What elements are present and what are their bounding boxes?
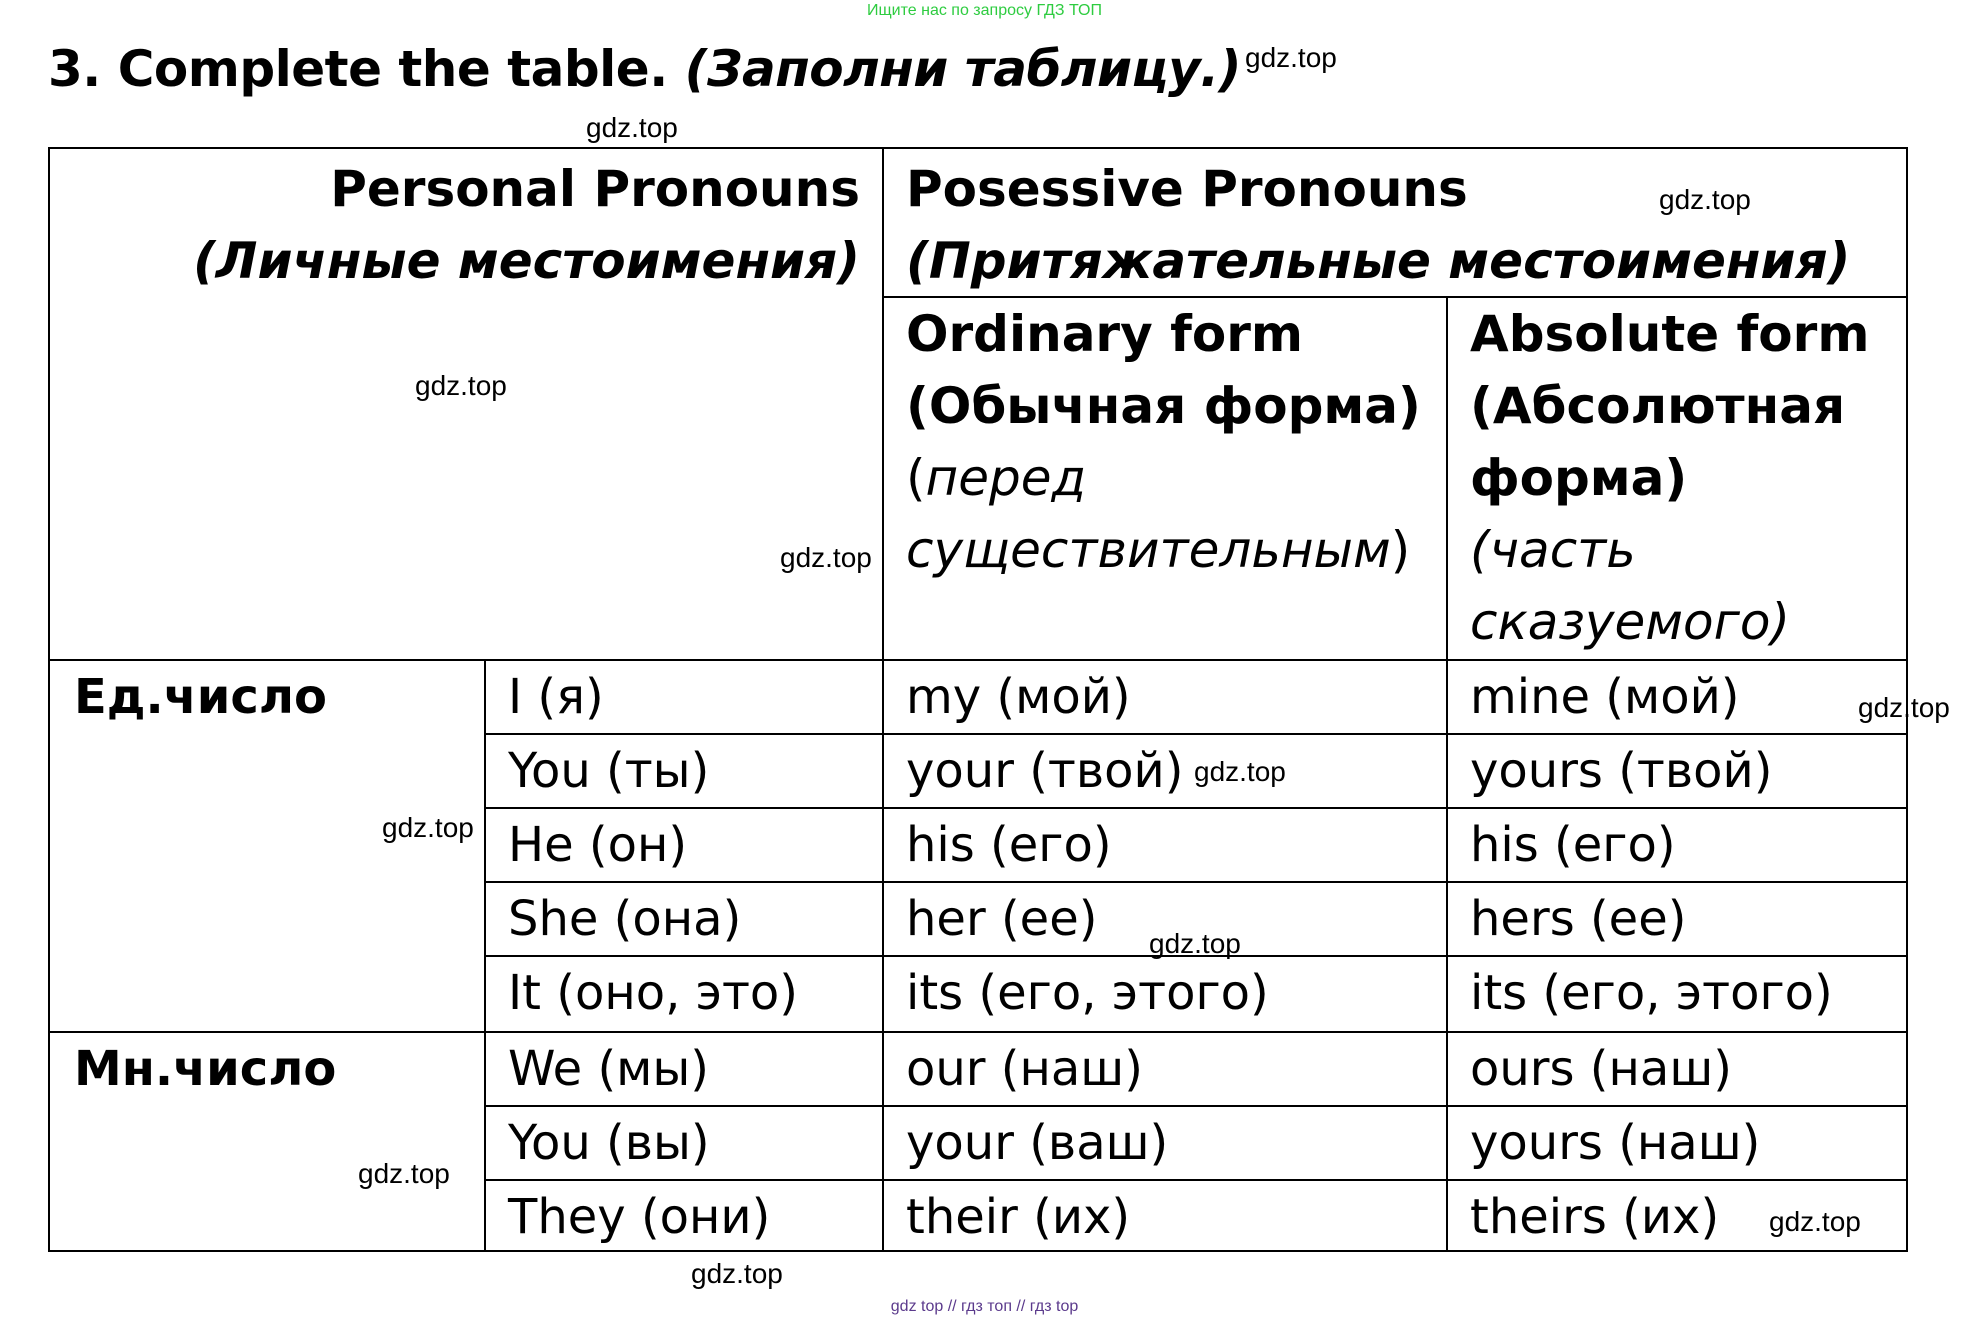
watermark: gdz.top <box>691 1258 783 1289</box>
ordinary-form-cell: your (твой) <box>906 743 1184 799</box>
ordinary-form-cell: their (их) <box>906 1189 1131 1245</box>
personal-pronoun-cell: We (мы) <box>508 1041 709 1097</box>
absolute-form-title: Absolute form <box>1470 305 1870 363</box>
ordinary-form-cell: your (ваш) <box>906 1115 1169 1171</box>
exercise-title <box>48 40 1241 98</box>
footer-watermark: gdz top // гдз топ // гдз top <box>890 1298 1079 1315</box>
personal-pronoun-cell: He (он) <box>508 817 688 873</box>
watermark: gdz.top <box>358 1158 450 1189</box>
pronouns-table <box>48 147 1908 1252</box>
absolute-form-cell: mine (мой) <box>1470 669 1740 725</box>
ordinary-form-title-ru: (Обычная форма) <box>906 377 1421 435</box>
absolute-form-cell: his (его) <box>1470 817 1676 873</box>
absolute-form-cell: theirs (их) <box>1470 1189 1720 1245</box>
absolute-form-cell: yours (твой) <box>1470 743 1773 799</box>
ordinary-form-header <box>884 298 1446 586</box>
personal-pronoun-cell: I (я) <box>508 669 604 725</box>
ordinary-form-cell: our (наш) <box>906 1041 1143 1097</box>
absolute-form-cell: hers (ее) <box>1470 891 1687 947</box>
ordinary-form-note-1: перед <box>925 449 1087 507</box>
personal-pronouns-title-ru: (Личные местоимения) <box>193 232 860 290</box>
possessive-pronouns-title-ru: (Притяжательные местоимения) <box>906 232 1851 290</box>
watermark: gdz.top <box>586 112 678 143</box>
ordinary-form-note-2: существительным <box>906 521 1391 579</box>
watermark: gdz.top <box>1245 42 1337 73</box>
ordinary-form-close-paren: ) <box>1390 521 1411 579</box>
absolute-form-cell: ours (наш) <box>1470 1041 1732 1097</box>
absolute-form-header <box>1448 298 1908 658</box>
possessive-pronouns-header <box>884 149 1908 297</box>
plural-group-label: Мн.число <box>74 1041 337 1097</box>
personal-pronouns-title: Personal Pronouns <box>330 160 860 218</box>
watermark: gdz.top <box>1769 1206 1861 1237</box>
exercise-title-translation: (Заполни таблицу.) <box>684 40 1242 98</box>
watermark: gdz.top <box>415 370 507 401</box>
absolute-form-note-2: сказуемого) <box>1470 593 1790 651</box>
absolute-form-cell: yours (наш) <box>1470 1115 1761 1171</box>
exercise-title-main: 3. Complete the table. <box>48 40 668 98</box>
personal-pronoun-cell: You (вы) <box>508 1115 710 1171</box>
possessive-pronouns-title: Posessive Pronouns <box>906 160 1468 218</box>
absolute-form-title-ru-1: (Абсолютная <box>1470 377 1846 435</box>
watermark: gdz.top <box>1194 756 1286 787</box>
absolute-form-title-ru-2: форма) <box>1470 449 1688 507</box>
watermark: gdz.top <box>1149 928 1241 959</box>
ordinary-form-title: Ordinary form <box>906 305 1303 363</box>
singular-group-label: Ед.число <box>74 669 327 725</box>
watermark: gdz.top <box>382 812 474 843</box>
watermark: gdz.top <box>1858 692 1950 723</box>
ordinary-form-cell: his (его) <box>906 817 1112 873</box>
personal-pronoun-cell: It (оно, это) <box>508 965 798 1021</box>
personal-pronoun-cell: They (они) <box>508 1189 771 1245</box>
watermark: gdz.top <box>780 542 872 573</box>
ordinary-form-open-paren: ( <box>906 449 926 507</box>
personal-pronoun-cell: You (ты) <box>508 743 710 799</box>
personal-pronouns-header <box>50 149 882 297</box>
search-banner: Ищите нас по запросу ГДЗ ТОП <box>867 2 1102 19</box>
ordinary-form-cell: her (ее) <box>906 891 1098 947</box>
absolute-form-cell: its (его, этого) <box>1470 965 1833 1021</box>
personal-pronoun-cell: She (она) <box>508 891 742 947</box>
absolute-form-note-1: (часть <box>1470 521 1636 579</box>
watermark: gdz.top <box>1659 184 1751 215</box>
ordinary-form-cell: its (его, этого) <box>906 965 1269 1021</box>
ordinary-form-cell: my (мой) <box>906 669 1131 725</box>
